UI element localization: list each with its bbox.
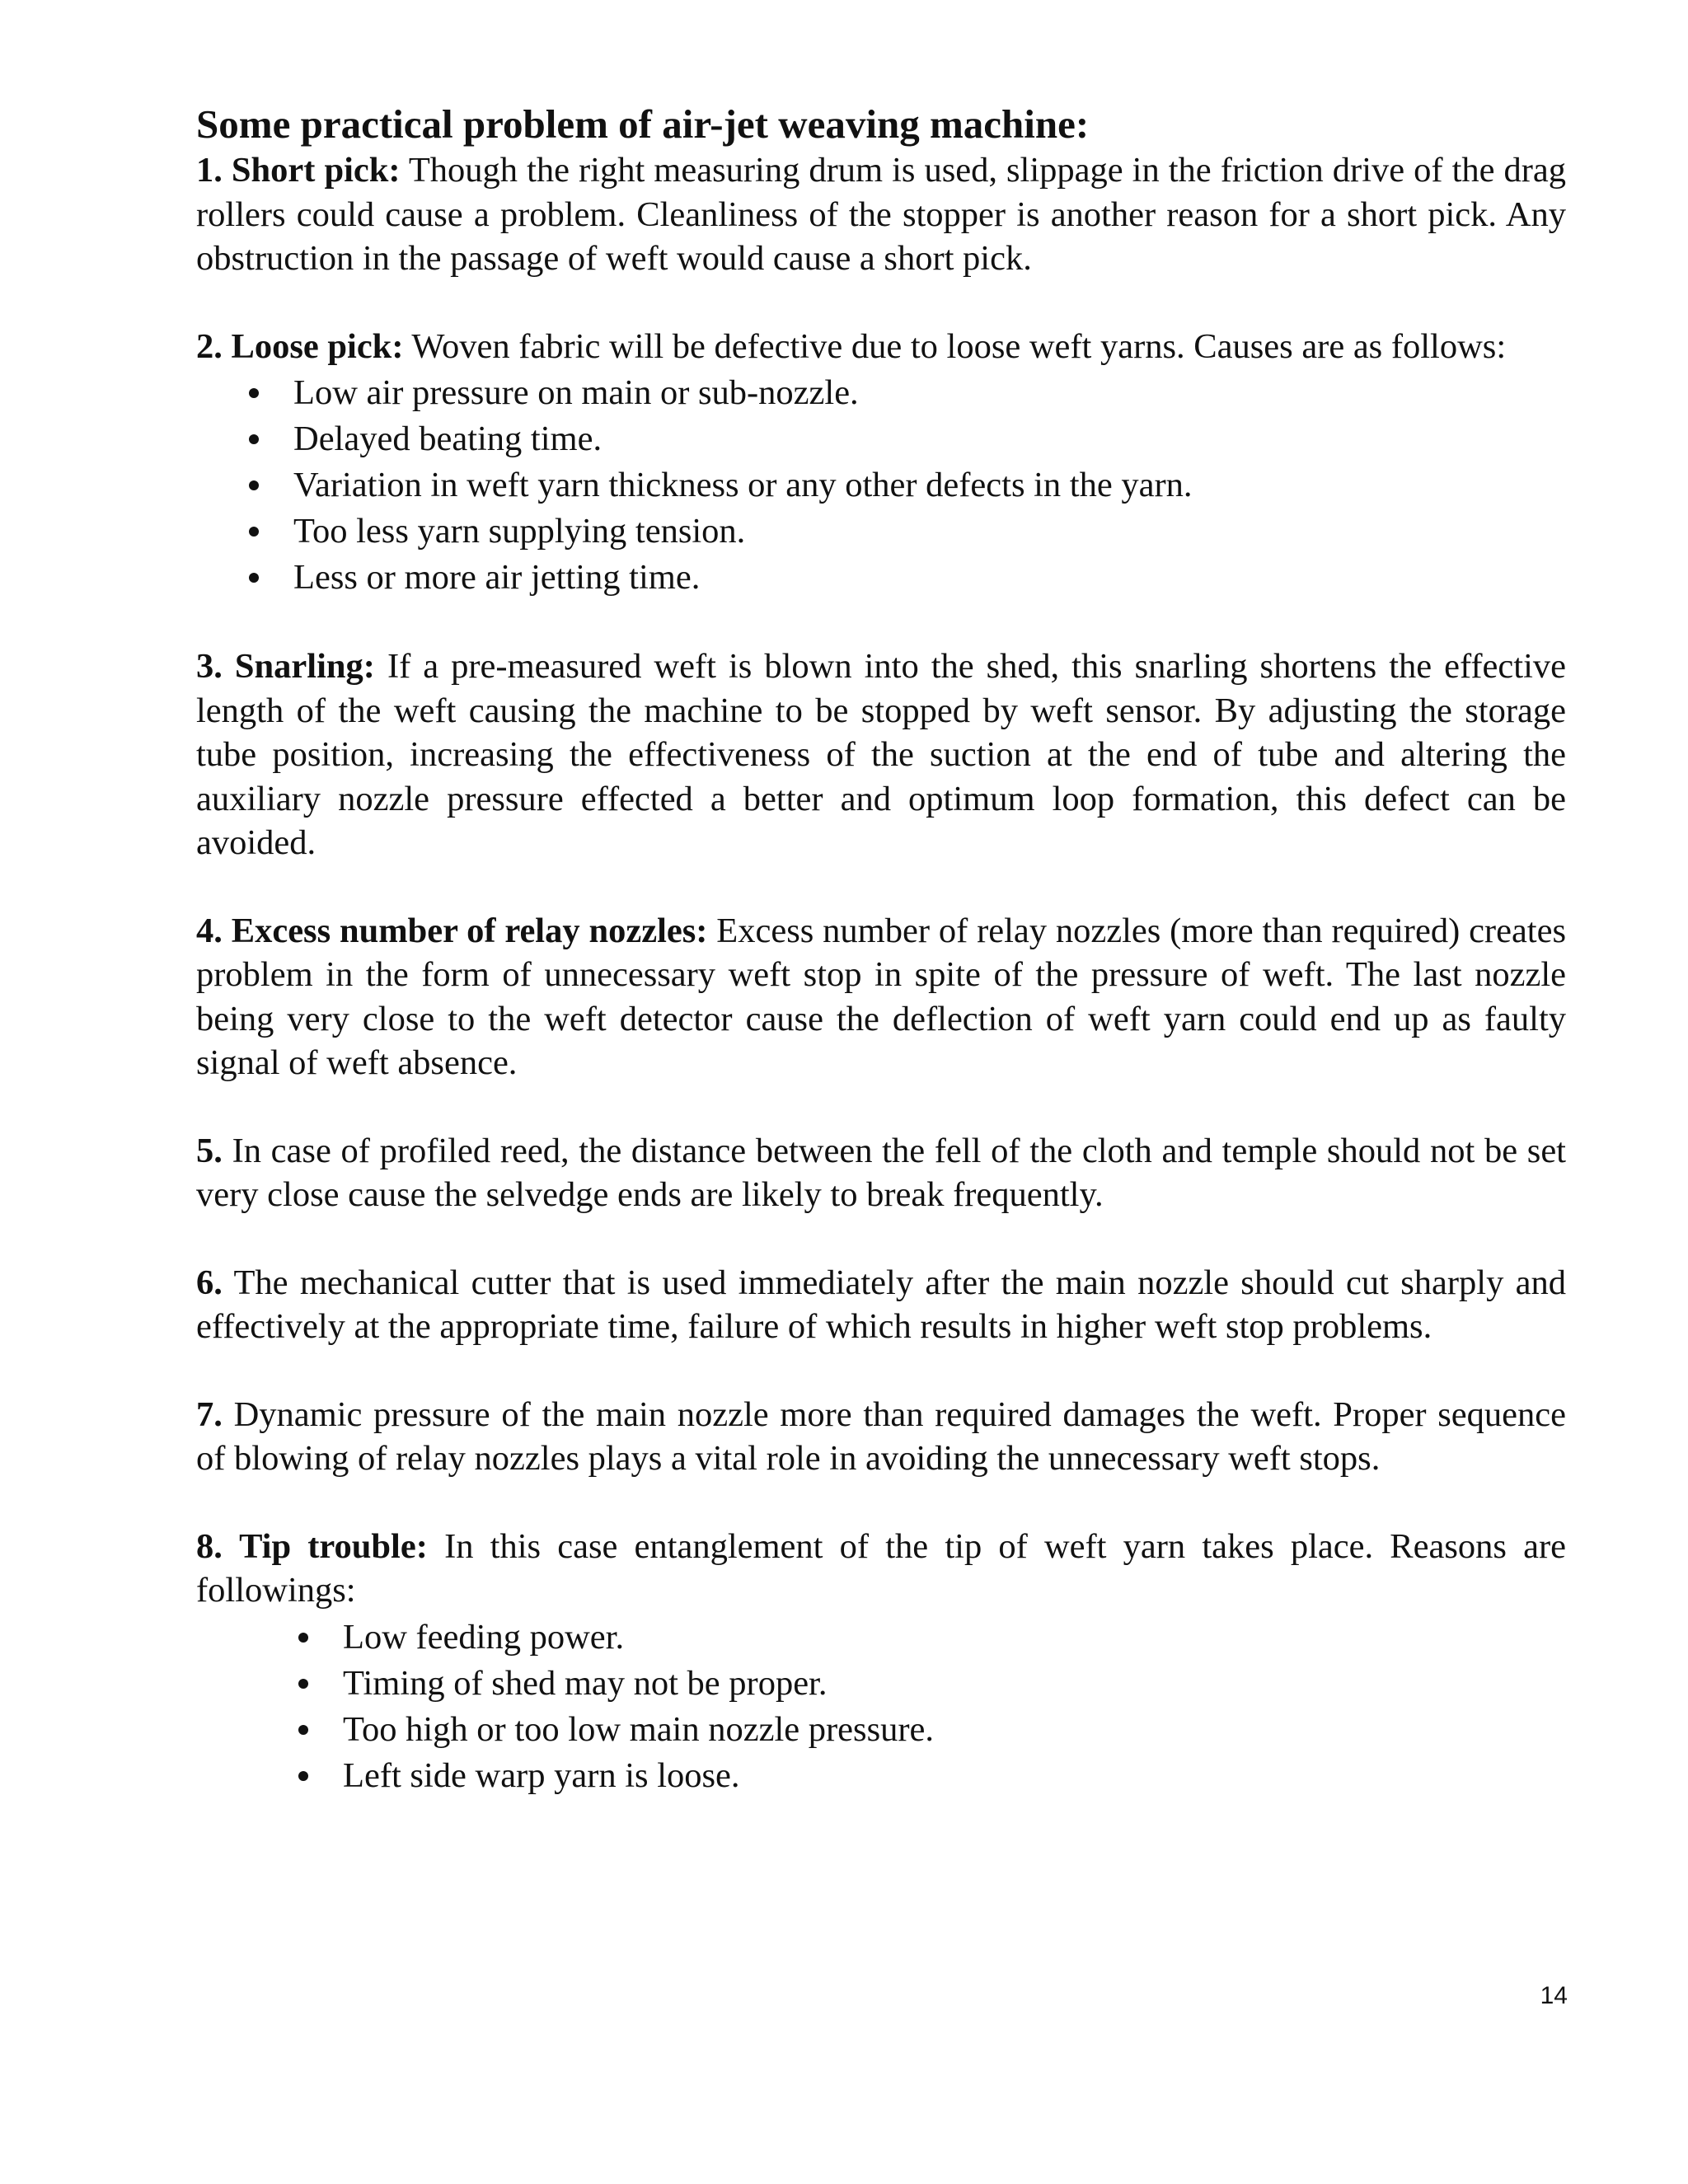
item-loose-pick [196,325,1566,602]
bullet-icon [249,527,259,537]
item-number: 8. [196,1526,223,1566]
list-item-text: Too less yarn supplying tension. [293,512,746,551]
item-number: 5. [196,1131,223,1170]
page-title: Some practical problem of air-jet weaving machine: [196,101,1090,147]
item-paragraph [196,1129,1566,1217]
page-number: 14 [1540,1982,1568,2009]
item-paragraph [196,1393,1566,1481]
item-paragraph [196,325,1566,369]
bullet-list [196,370,1566,601]
item-heading: Loose pick: [231,326,404,366]
item-text: In case of profiled reed, the distance between the fell of the cloth and temple should not be set very close cause the selvedge ends are likely to break frequently. [196,1131,1566,1214]
bullet-icon [249,480,259,490]
item-excess-relay-nozzles [196,909,1566,1085]
list-item [196,555,1566,601]
item-short-pick [196,148,1566,281]
bullet-list [196,1615,1566,1799]
bullet-icon [298,1771,308,1781]
item-snarling [196,644,1566,865]
item-number: 4. [196,911,223,950]
bullet-icon [249,434,259,444]
item-paragraph [196,1261,1566,1349]
item-text: If a pre-measured weft is blown into the shed, this snarling shortens the effective length of the weft causing the machine to be stopped by weft sensor. By adjusting the storage tube position, increasing the effectiveness of the suction at the end of tube and altering the auxiliary nozzle pressure effected a better and optimum loop formation, this defect can be avoided. [196,647,1566,862]
list-item-text: Less or more air jetting time. [293,558,701,597]
bullet-icon [298,1633,308,1643]
list-item-text: Low feeding power. [343,1617,625,1657]
item-number: 2. [196,326,223,366]
item-paragraph [196,644,1566,865]
bullet-icon [298,1679,308,1689]
item-text: Though the right measuring drum is used, slippage in the friction drive of the drag rollers could cause a problem. Cleanliness of the stopper is another reason for a short pick. Any obstruction in the passage of weft would cause a short pick. [196,151,1567,278]
list-item-text: Low air pressure on main or sub-nozzle. [293,373,859,412]
bullet-icon [298,1725,308,1735]
item-paragraph [196,148,1566,281]
bullet-icon [249,388,259,398]
list-item [196,1753,1566,1799]
item-number: 6. [196,1263,223,1302]
item-text: Dynamic pressure of the main nozzle more than required damages the weft. Proper sequence of blowing of relay nozzles plays a vital role in avoiding the unnecessary weft stops. [196,1394,1567,1478]
item-number: 3. [196,647,223,686]
list-item [196,1661,1566,1707]
item-mechanical-cutter [196,1261,1566,1349]
item-heading: Excess number of relay nozzles: [231,911,708,950]
list-item-text: Too high or too low main nozzle pressure. [343,1709,935,1749]
page-content [196,101,1566,1799]
list-item-text: Timing of shed may not be proper. [343,1663,828,1703]
item-heading: Snarling: [234,647,375,686]
item-dynamic-pressure [196,1393,1566,1481]
list-item [196,416,1566,462]
item-text: The mechanical cutter that is used immediately after the main nozzle should cut sharply and effectively at the appropriate time, failure of which results in higher weft stop problems. [196,1263,1566,1346]
list-item-text: Left side warp yarn is loose. [343,1755,740,1795]
list-item [196,509,1566,555]
item-text: Woven fabric will be defective due to loose weft yarns. Causes are as follows: [411,326,1507,366]
item-heading: Short pick: [231,151,401,190]
item-number: 1. [196,151,223,190]
item-text: In this case entanglement of the tip of weft yarn takes place. Reasons are followings: [196,1526,1567,1610]
list-item [196,1615,1566,1661]
item-paragraph [196,1525,1566,1613]
list-item [196,462,1566,509]
list-item [196,1707,1566,1753]
list-item-text: Delayed beating time. [293,419,603,458]
item-profiled-reed [196,1129,1566,1217]
item-heading: Tip trouble: [239,1526,428,1566]
list-item [196,370,1566,416]
item-text: Excess number of relay nozzles (more than required) creates problem in the form of unnecessary weft stop in spite of the pressure of weft. The last nozzle being very close to the weft detector cause the deflection of weft yarn could end up as faulty signal of weft absence. [196,911,1567,1082]
item-paragraph [196,909,1566,1085]
item-number: 7. [196,1394,223,1434]
item-tip-trouble [196,1525,1566,1799]
bullet-icon [249,573,259,583]
list-item-text: Variation in weft yarn thickness or any other defects in the yarn. [293,466,1193,504]
